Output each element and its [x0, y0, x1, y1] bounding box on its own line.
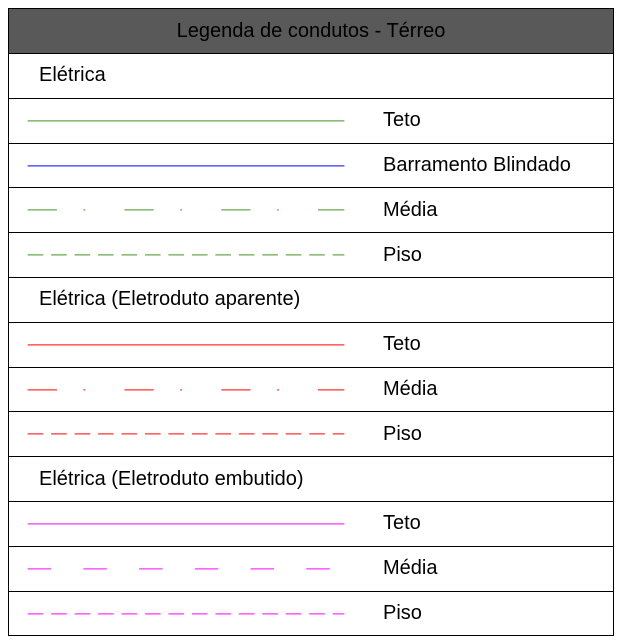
- group-label: Elétrica: [39, 64, 106, 87]
- line-sample: [22, 188, 352, 232]
- line-sample: [22, 547, 352, 591]
- group-label: Elétrica (Eletroduto aparente): [39, 288, 301, 311]
- legend-row: [9, 233, 613, 278]
- line-sample: [22, 144, 352, 188]
- line-sample: [22, 412, 352, 456]
- group-label: Elétrica (Eletroduto embutido): [39, 467, 304, 490]
- item-label: Barramento Blindado: [383, 153, 571, 176]
- legend-row: [9, 412, 613, 457]
- item-label: Média: [383, 198, 438, 221]
- item-label: Piso: [383, 422, 422, 445]
- legend-row: [9, 188, 613, 233]
- item-label: Piso: [383, 243, 422, 266]
- legend-row: [9, 502, 613, 547]
- group-row-eletroduto-aparente: [9, 278, 613, 323]
- line-sample: [22, 592, 352, 636]
- legend-title: Legenda de condutos - Térreo: [9, 9, 613, 54]
- item-label: Teto: [383, 333, 421, 356]
- legend-row: [9, 144, 613, 189]
- legend-row: [9, 368, 613, 413]
- conduit-legend-table: [8, 8, 614, 636]
- item-label: Teto: [383, 512, 421, 535]
- line-sample: [22, 368, 352, 412]
- line-sample: [22, 323, 352, 367]
- line-sample: [22, 99, 352, 143]
- legend-row: [9, 99, 613, 144]
- item-label: Piso: [383, 601, 422, 624]
- legend-row: [9, 592, 613, 637]
- legend-row: [9, 547, 613, 592]
- group-row-eletroduto-embutido: [9, 457, 613, 502]
- line-sample: [22, 233, 352, 277]
- line-sample: [22, 502, 352, 546]
- legend-row: [9, 323, 613, 368]
- item-label: Média: [383, 377, 438, 400]
- item-label: Teto: [383, 109, 421, 132]
- item-label: Média: [383, 557, 438, 580]
- group-row-eletrica: [9, 54, 613, 99]
